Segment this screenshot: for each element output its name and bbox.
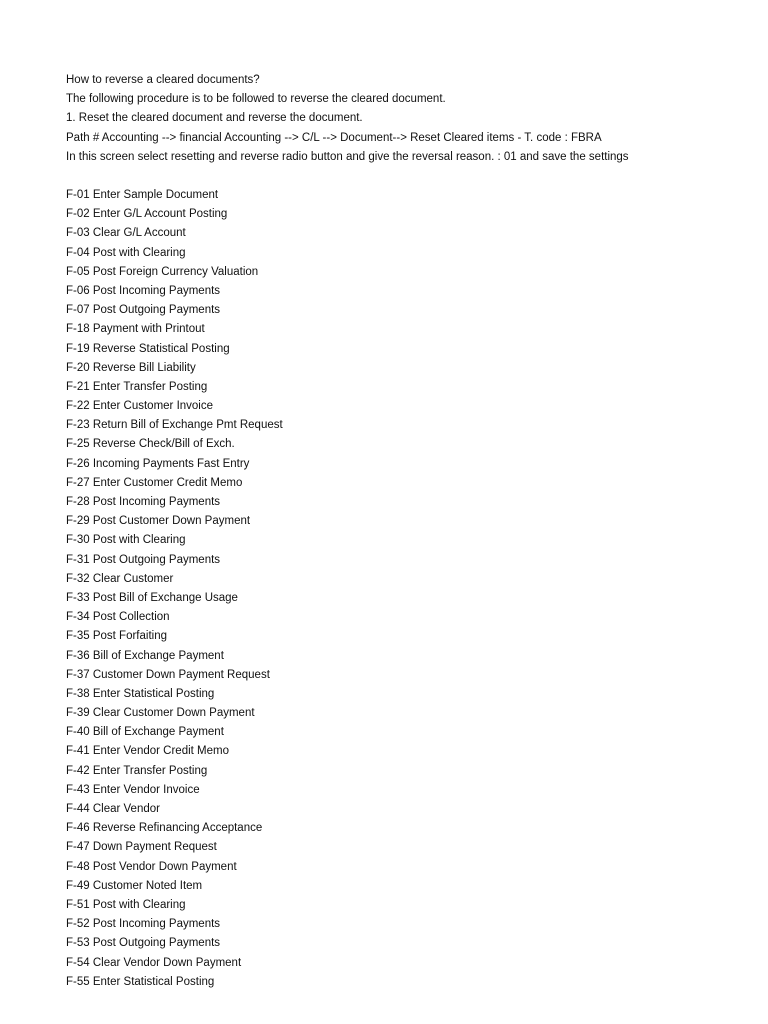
tcode-item: F-36 Bill of Exchange Payment	[66, 649, 224, 662]
tcode-item: F-27 Enter Customer Credit Memo	[66, 476, 243, 489]
tcode-item: F-02 Enter G/L Account Posting	[66, 208, 228, 221]
menu-path: Path # Accounting --> financial Accounting --> C/L --> Document--> Reset Cleared items - T. code : FBRA	[66, 131, 602, 144]
tcode-item: F-52 Post Incoming Payments	[66, 918, 221, 931]
tcode-item: F-43 Enter Vendor Invoice	[66, 783, 200, 796]
tcode-item: F-35 Post Forfaiting	[66, 630, 167, 643]
tcode-item: F-46 Reverse Refinancing Acceptance	[66, 822, 263, 835]
tcode-item: F-34 Post Collection	[66, 611, 170, 624]
tcode-item: F-39 Clear Customer Down Payment	[66, 707, 255, 720]
tcode-item: F-47 Down Payment Request	[66, 841, 217, 854]
tcode-item: F-29 Post Customer Down Payment	[66, 515, 251, 528]
tcode-item: F-23 Return Bill of Exchange Pmt Request	[66, 419, 283, 432]
tcode-item: F-21 Enter Transfer Posting	[66, 380, 208, 393]
tcode-item: F-44 Clear Vendor	[66, 803, 160, 815]
tcode-list	[66, 186, 666, 992]
tcode-item: F-01 Enter Sample Document	[66, 189, 219, 201]
step-one: 1. Reset the cleared document and reverse the document.	[66, 112, 363, 125]
tcode-item: F-48 Post Vendor Down Payment	[66, 860, 237, 873]
tcode-item: F-33 Post Bill of Exchange Usage	[66, 591, 238, 604]
tcode-item: F-51 Post with Clearing	[66, 898, 186, 911]
tcode-item: F-54 Clear Vendor Down Payment	[66, 956, 242, 969]
tcode-item: F-28 Post Incoming Payments	[66, 496, 221, 508]
tcode-item: F-37 Customer Down Payment Request	[66, 668, 270, 681]
question-heading: How to reverse a cleared documents?	[66, 74, 260, 86]
tcode-item: F-19 Reverse Statistical Posting	[66, 342, 230, 355]
tcode-item: F-40 Bill of Exchange Payment	[66, 726, 224, 739]
tcode-item: F-22 Enter Customer Invoice	[66, 400, 214, 413]
tcode-item: F-53 Post Outgoing Payments	[66, 937, 221, 950]
tcode-item: F-30 Post with Clearing	[66, 534, 186, 547]
tcode-item: F-07 Post Outgoing Payments	[66, 304, 221, 317]
tcode-item: F-32 Clear Customer	[66, 572, 174, 585]
tcode-item: F-55 Enter Statistical Posting	[66, 975, 215, 988]
tcode-item: F-06 Post Incoming Payments	[66, 284, 221, 297]
tcode-item: F-38 Enter Statistical Posting	[66, 687, 215, 700]
tcode-item: F-41 Enter Vendor Credit Memo	[66, 745, 229, 758]
screen-instruction: In this screen select resetting and reverse radio button and give the reversal reason. : 01 and save the settings	[66, 150, 629, 163]
tcode-item: F-49 Customer Noted Item	[66, 879, 203, 892]
tcode-item: F-42 Enter Transfer Posting	[66, 764, 208, 777]
tcode-item: F-26 Incoming Payments Fast Entry	[66, 457, 250, 470]
tcode-item: F-31 Post Outgoing Payments	[66, 553, 221, 566]
intro-section	[66, 71, 631, 167]
tcode-item: F-25 Reverse Check/Bill of Exch.	[66, 438, 235, 451]
tcode-item: F-20 Reverse Bill Liability	[66, 361, 196, 374]
procedure-intro: The following procedure is to be followed to reverse the cleared document.	[66, 93, 446, 106]
tcode-item: F-05 Post Foreign Currency Valuation	[66, 265, 259, 278]
tcode-item: F-18 Payment with Printout	[66, 323, 205, 336]
tcode-item: F-03 Clear G/L Account	[66, 227, 186, 240]
tcode-item: F-04 Post with Clearing	[66, 246, 186, 259]
